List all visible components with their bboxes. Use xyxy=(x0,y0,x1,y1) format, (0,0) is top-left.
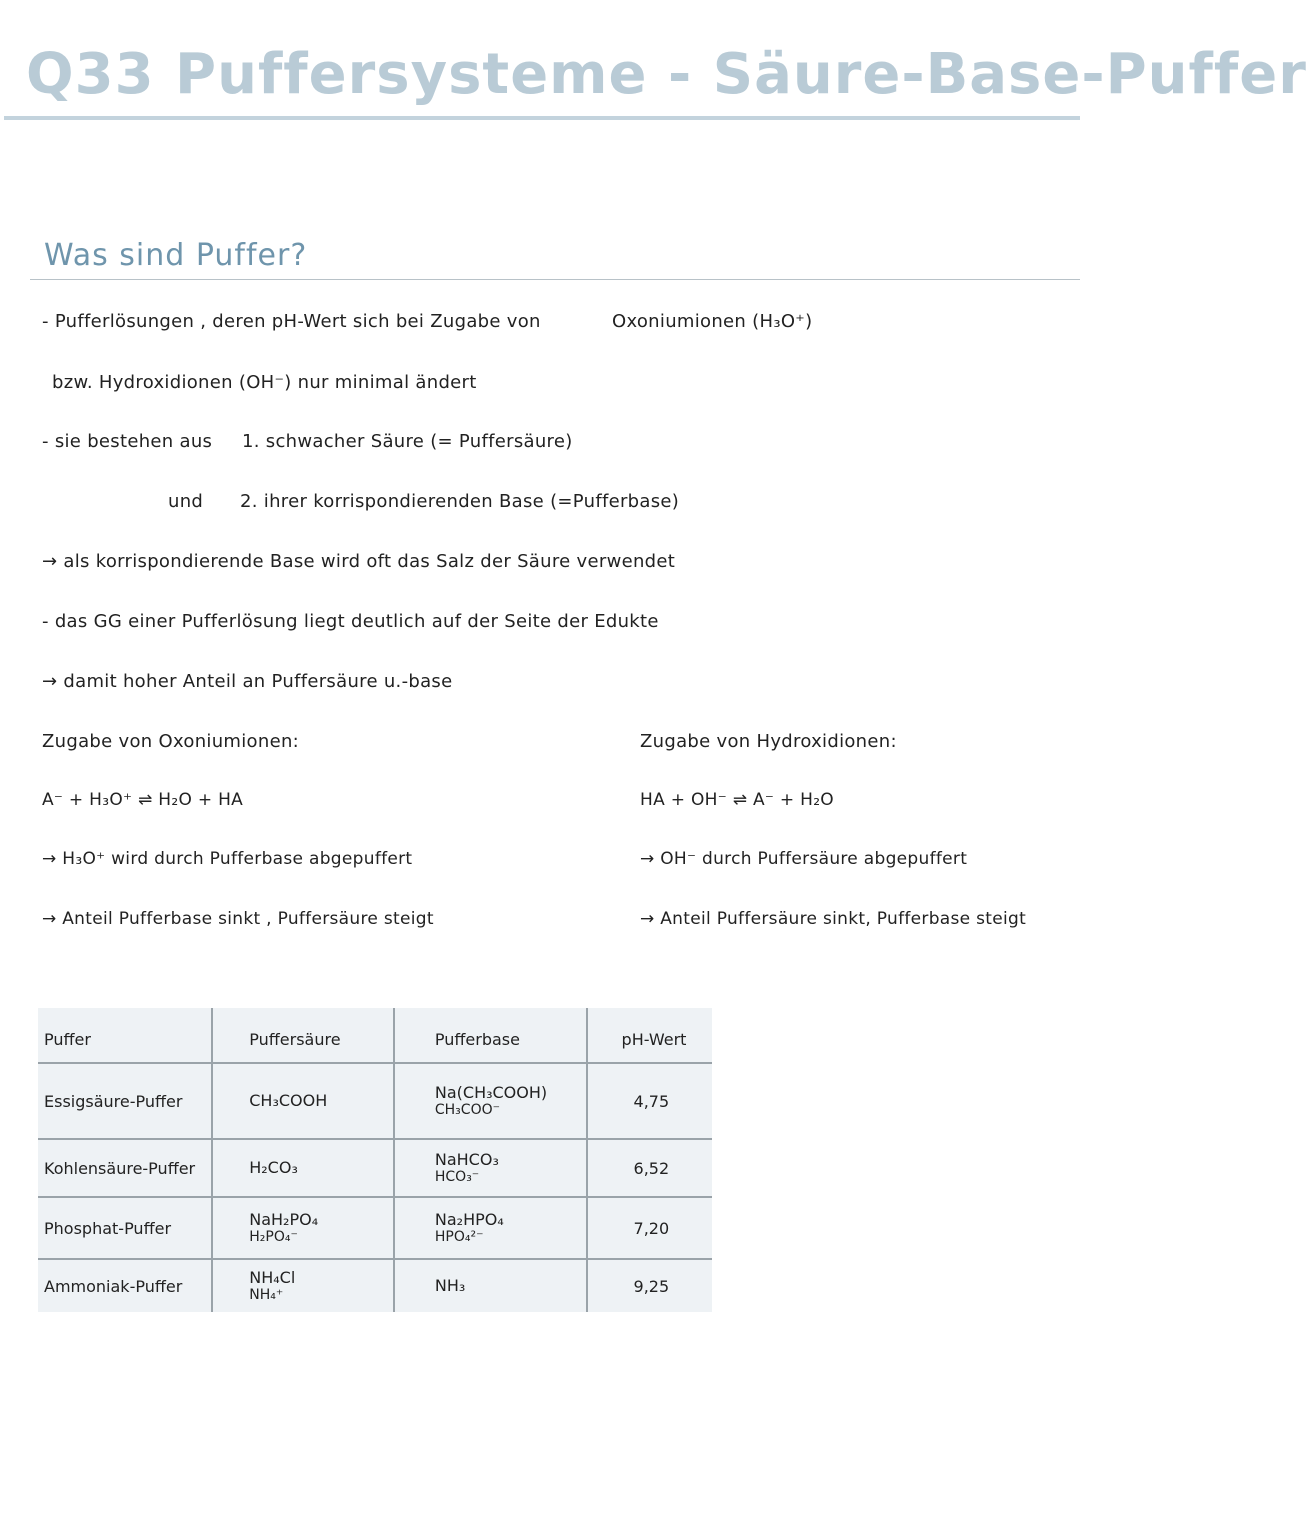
cell-ph: 4,75 xyxy=(587,1063,712,1139)
table-header-row xyxy=(38,1008,712,1063)
cell-puffersaeure xyxy=(212,1063,394,1139)
cell-ph: 6,52 xyxy=(587,1139,712,1197)
cell-puffer: Phosphat-Puffer xyxy=(38,1197,212,1259)
text-line-4a: und xyxy=(168,491,204,512)
header-pufferbase: Pufferbase xyxy=(394,1008,587,1063)
text-line-5: → als korrispondierende Base wird oft das Salz der Säure verwendet xyxy=(42,551,676,572)
page-title: Q33 Puffersysteme - Säure-Base-Puffer xyxy=(26,42,1307,107)
text-line-2: bzw. Hydroxidionen (OH⁻) nur minimal ändert xyxy=(52,372,477,393)
table-row xyxy=(38,1197,712,1259)
cell-puffersaeure-main: CH₃COOH xyxy=(249,1091,328,1110)
header-puffersaeure: Puffersäure xyxy=(212,1008,394,1063)
cell-pufferbase-ion: HPO₄²⁻ xyxy=(434,1229,484,1245)
cell-puffer: Essigsäure-Puffer xyxy=(38,1063,212,1139)
section-divider xyxy=(30,279,1080,280)
cell-pufferbase-ion: CH₃COO⁻ xyxy=(434,1102,500,1118)
cell-pufferbase xyxy=(394,1197,587,1259)
header-puffer: Puffer xyxy=(38,1008,212,1063)
right-note-1: → OH⁻ durch Puffersäure abgepuffert xyxy=(640,849,968,869)
cell-puffer: Ammoniak-Puffer xyxy=(38,1259,212,1312)
cell-puffersaeure-ion: H₂PO₄⁻ xyxy=(249,1229,298,1245)
right-equation: HA + OH⁻ ⇌ A⁻ + H₂O xyxy=(640,790,834,810)
cell-pufferbase xyxy=(394,1063,587,1139)
cell-pufferbase-main: Na₂HPO₄ xyxy=(434,1210,504,1229)
cell-puffersaeure-ion: NH₄⁺ xyxy=(249,1287,284,1303)
cell-pufferbase-main: NH₃ xyxy=(434,1276,466,1295)
left-note-2: → Anteil Pufferbase sinkt , Puffersäure steigt xyxy=(42,909,434,929)
cell-pufferbase-main: Na(CH₃COOH) xyxy=(434,1083,548,1102)
right-note-2: → Anteil Puffersäure sinkt, Pufferbase steigt xyxy=(640,909,1027,929)
cell-pufferbase xyxy=(394,1259,587,1312)
cell-puffersaeure xyxy=(212,1259,394,1312)
cell-puffersaeure-main: NH₄Cl xyxy=(249,1268,296,1287)
text-line-6: - das GG einer Pufferlösung liegt deutlich auf der Seite der Edukte xyxy=(42,611,659,632)
title-underline xyxy=(4,116,1080,120)
cell-puffersaeure-main: H₂CO₃ xyxy=(249,1158,298,1177)
text-line-4b: 2. ihrer korrispondierenden Base (=Pufferbase) xyxy=(240,491,680,512)
text-line-3a: - sie bestehen aus xyxy=(42,431,213,452)
left-note-1: → H₃O⁺ wird durch Pufferbase abgepuffert xyxy=(42,849,413,869)
buffer-table xyxy=(38,1008,712,1312)
cell-pufferbase-ion: HCO₃⁻ xyxy=(434,1169,480,1185)
header-ph-wert: pH-Wert xyxy=(587,1008,712,1063)
left-heading: Zugabe von Oxoniumionen: xyxy=(42,731,300,752)
cell-ph: 9,25 xyxy=(633,1276,670,1296)
text-line-7: → damit hoher Anteil an Puffersäure u.-base xyxy=(42,671,453,692)
table-row xyxy=(38,1063,712,1139)
cell-pufferbase-main: NaHCO₃ xyxy=(434,1150,499,1169)
right-heading: Zugabe von Hydroxidionen: xyxy=(640,731,897,752)
cell-puffer: Kohlensäure-Puffer xyxy=(38,1139,212,1197)
text-line-1b: Oxoniumionen (H₃O⁺) xyxy=(612,311,813,332)
cell-puffersaeure xyxy=(212,1139,394,1197)
text-line-1: - Pufferlösungen , deren pH-Wert sich bei Zugabe von xyxy=(42,311,541,332)
table-row xyxy=(38,1259,712,1312)
cell-puffersaeure-main: NaH₂PO₄ xyxy=(249,1210,319,1229)
cell-puffersaeure xyxy=(212,1197,394,1259)
text-line-3b: 1. schwacher Säure (= Puffersäure) xyxy=(242,431,573,452)
section-heading: Was sind Puffer? xyxy=(44,238,308,273)
cell-ph: 7,20 xyxy=(587,1197,712,1259)
left-equation: A⁻ + H₃O⁺ ⇌ H₂O + HA xyxy=(42,790,244,810)
table-row xyxy=(38,1139,712,1197)
cell-pufferbase xyxy=(394,1139,587,1197)
